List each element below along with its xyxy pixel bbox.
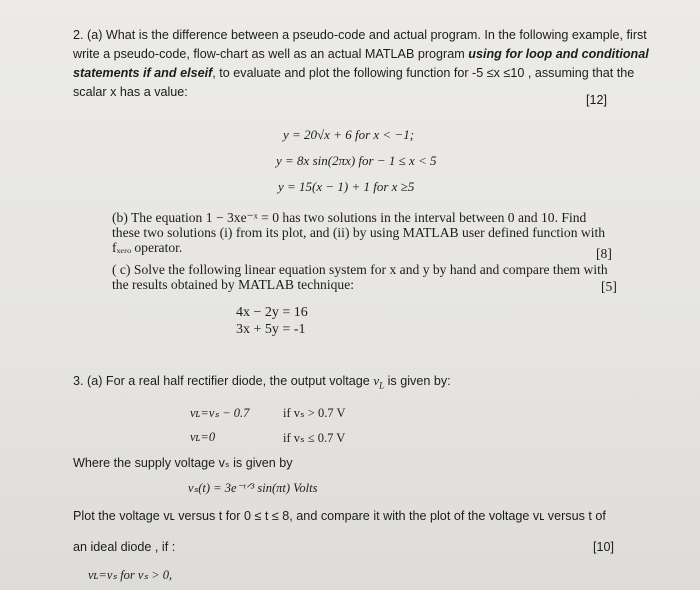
q3-last-line: vʟ=vₛ for vₛ > 0,	[88, 568, 173, 582]
q3-plot-line: Plot the voltage vʟ versus t for 0 ≤ t ≤ 8, and compare it with the plot of the voltage vʟ versus t of	[73, 509, 606, 523]
q2c-marks: [5]	[601, 279, 617, 294]
q2-equation-2-text: y = 8x sin(2πx) for − 1 ≤ x < 5	[276, 153, 437, 168]
q3-line-1-text: 3. (a) For a real half rectifier diode, the output voltage	[73, 374, 374, 388]
q2-line-2-text: write a pseudo-code, flow-chart as well as an actual MATLAB program	[73, 47, 469, 61]
q3-ideal-line: an ideal diode , if :	[73, 540, 176, 554]
q3-supply-line: Where the supply voltage vₛ is given by	[73, 456, 293, 470]
q2-line-3-text: , to evaluate and plot the following function for -5 ≤x ≤10 , assuming that the	[212, 66, 635, 80]
q2-line-2	[73, 46, 649, 62]
q2c-line-1: ( c) Solve the following linear equation system for x and y by hand and compare them with	[112, 262, 608, 277]
q2-equation-3	[278, 179, 414, 195]
q3-symbol-v: v	[373, 373, 380, 388]
q2b-line-1: (b) The equation 1 − 3xe⁻ˣ = 0 has two solutions in the interval between 0 and 10. Find	[112, 210, 587, 225]
q2-line-3	[73, 65, 634, 81]
q3-line-1-end: is given by:	[384, 374, 451, 388]
q3-supply-equation: vₛ(t) = 3e⁻ᵗᐟ³ sin(πt) Volts	[188, 481, 318, 495]
q3-eq-a-left: vʟ=vₛ − 0.7	[190, 406, 250, 420]
q2c-line-2: the results obtained by MATLAB technique:	[112, 277, 354, 292]
q3-marks: [10]	[593, 540, 615, 554]
q3-eq-a-right: if vₛ > 0.7 V	[283, 406, 346, 420]
q3-symbol-sub: L	[379, 380, 385, 391]
linear-system-eq-1: 4x − 2y = 16	[236, 305, 308, 320]
q2-equation-1	[283, 127, 414, 143]
q3-line-1	[73, 373, 451, 394]
q2-line-1: 2. (a) What is the difference between a pseudo-code and actual program. In the following example, first	[73, 28, 647, 42]
q2-line-3-emphasis: statements if and elseif	[73, 66, 213, 80]
q3-line-1-symbol	[373, 373, 385, 391]
q2b-line-3: fₓₑᵣₒ operator.	[112, 240, 183, 255]
q2-line-2-emphasis: using for loop and conditional	[468, 47, 649, 61]
linear-system-eq-2: 3x + 5y = -1	[236, 322, 306, 337]
q2b-marks: [8]	[596, 246, 612, 261]
q2-line-4: scalar x has a value:	[73, 85, 188, 99]
q2-equation-3-text: y = 15(x − 1) + 1 for x ≥5	[278, 179, 415, 194]
q3-eq-b-right: if vₛ ≤ 0.7 V	[283, 431, 346, 445]
q2b-line-2: these two solutions (i) from its plot, and (ii) by using MATLAB user defined function with	[112, 225, 606, 240]
q2-equation-1-text: y = 20√x + 6 for x < −1;	[283, 127, 415, 142]
q3-eq-b-left: vʟ=0	[190, 430, 216, 444]
q2-marks-a: [12]	[586, 93, 608, 107]
q2-equation-2	[276, 153, 437, 169]
